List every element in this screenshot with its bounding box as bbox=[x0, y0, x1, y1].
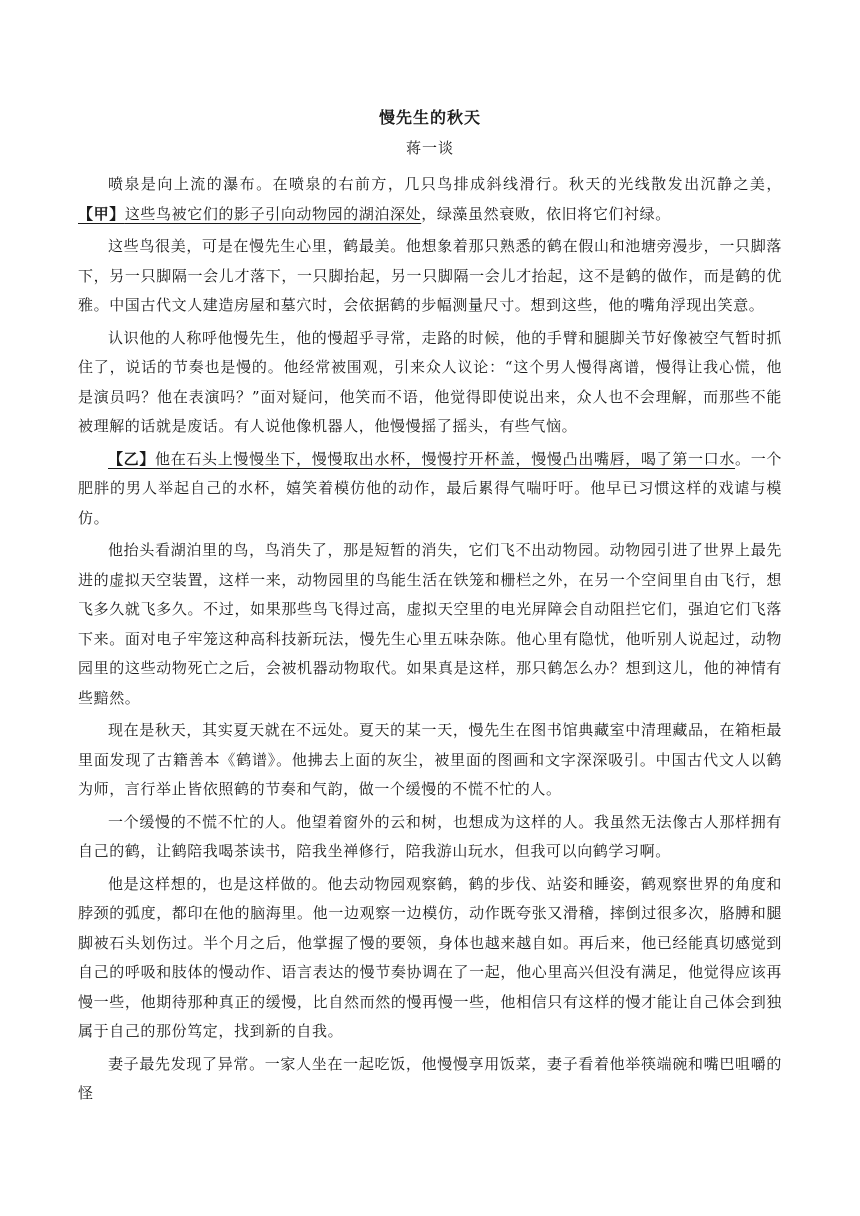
paragraph-9: 妻子最先发现了异常。一家人坐在一起吃饭，他慢慢享用饭菜，妻子看着他举筷端碗和嘴巴咀嚼的怪 bbox=[78, 1054, 782, 1102]
paragraph-1-tail: ，绿藻虽然衰败，依旧将它们衬绿。 bbox=[421, 204, 671, 223]
paragraph-5: 他抬头看湖泊里的鸟，鸟消失了，那是短暂的消失，它们飞不出动物园。动物园引进了世界上最先进的虚拟天空装置，这样一来，动物园里的鸟能生活在铁笼和栅栏之外，在另一个空间里自由飞行，想飞多久就飞多久。不过，如果那些鸟飞得过高，虚拟天空里的电光屏障会自动阻拦它们，强迫它们飞落下来。面对电子牢笼这种高科技新玩法，慢先生心里五味杂陈。他心里有隐忧，他听别人说起过，动物园里的这些动物死亡之后，会被机器动物取代。如果真是这样，那只鹤怎么办？想到这儿，他的神情有些黯然。 bbox=[78, 541, 782, 707]
paragraph-2: 这些鸟很美，可是在慢先生心里，鹤最美。他想象着那只熟悉的鹤在假山和池塘旁漫步，一只脚落下，另一只脚隔一会儿才落下，一只脚抬起，另一只脚隔一会儿才抬起，这不是鹤的做作，而是鹤的优雅。中国古代文人建造房屋和墓穴时，会依据鹤的步幅测量尺寸。想到这些，他的嘴角浮现出笑意。 bbox=[78, 237, 782, 314]
underlined-sentence-yi: 他在石头上慢慢坐下，慢慢取出水杯，慢慢拧开杯盖，慢慢凸出嘴唇，喝了第一口水 bbox=[155, 449, 736, 468]
paragraph-3: 认识他的人称呼他慢先生，他的慢超乎寻常，走路的时候，他的手臂和腿脚关节好像被空气暂时抓住了，说话的节奏也是慢的。他经常被围观，引来众人议论：“这个男人慢得离谱，慢得让我心慌，他是演员吗？他在表演吗？”面对疑问，他笑而不语，他觉得即使说出来，众人也不会理解，而那些不能被理解的话就是废话。有人说他像机器人，他慢慢摇了摇头，有些气恼。 bbox=[78, 328, 782, 435]
article-title: 慢先生的秋天 bbox=[378, 108, 481, 127]
underlined-sentence-jia: 这些鸟被它们的影子引向动物园的湖泊深处 bbox=[124, 204, 422, 223]
marker-yi: 【乙】 bbox=[108, 449, 156, 468]
article-author: 蒋一谈 bbox=[405, 139, 454, 157]
marker-jia: 【甲】 bbox=[78, 204, 125, 223]
paragraph-4-tail: 。一个肥胖的男人举起自己的水杯，嬉笑着模仿他的动作，最后累得气喘吁吁。他早已习惯这样的戏谑与模仿。 bbox=[78, 449, 782, 527]
paragraph-7: 一个缓慢的不慌不忙的人。他望着窗外的云和树，也想成为这样的人。我虽然无法像古人那样拥有自己的鹤，让鹤陪我喝茶读书，陪我坐禅修行，陪我游山玩水，但我可以向鹤学习啊。 bbox=[78, 812, 782, 860]
paragraph-1 bbox=[78, 170, 782, 229]
paragraph-8: 他是这样想的，也是这样做的。他去动物园观察鹤，鹤的步伐、站姿和睡姿，鹤观察世界的角度和脖颈的弧度，都印在他的脑海里。他一边观察一边模仿，动作既夸张又滑稽，摔倒过很多次，胳膊和腿脚被石头划伤过。半个月之后，他掌握了慢的要领，身体也越来越自如。再后来，他已经能真切感觉到自己的呼吸和肢体的慢动作、语言表达的慢节奏协调在了一起，他心里高兴但没有满足，他觉得应该再慢一些，他期待那种真正的缓慢，比自然而然的慢再慢一些，他相信只有这样的慢才能让自己体会到独属于自己的那份笃定，找到新的自我。 bbox=[78, 874, 782, 1040]
paragraph-4 bbox=[78, 445, 782, 534]
paragraph-1-text: 喷泉是向上流的瀑布。在喷泉的右前方，几只鸟排成斜线滑行。秋天的光线散发出沉静之美， bbox=[108, 175, 782, 193]
paragraph-6: 现在是秋天，其实夏天就在不远处。夏天的某一天，慢先生在图书馆典藏室中清理藏品，在箱柜最里面发现了古籍善本《鹤谱》。他拂去上面的灰尘，被里面的图画和文字深深吸引。中国古代文人以鹤为师，言行举止皆依照鹤的节奏和气韵，做一个缓慢的不慌不忙的人。 bbox=[78, 721, 782, 798]
